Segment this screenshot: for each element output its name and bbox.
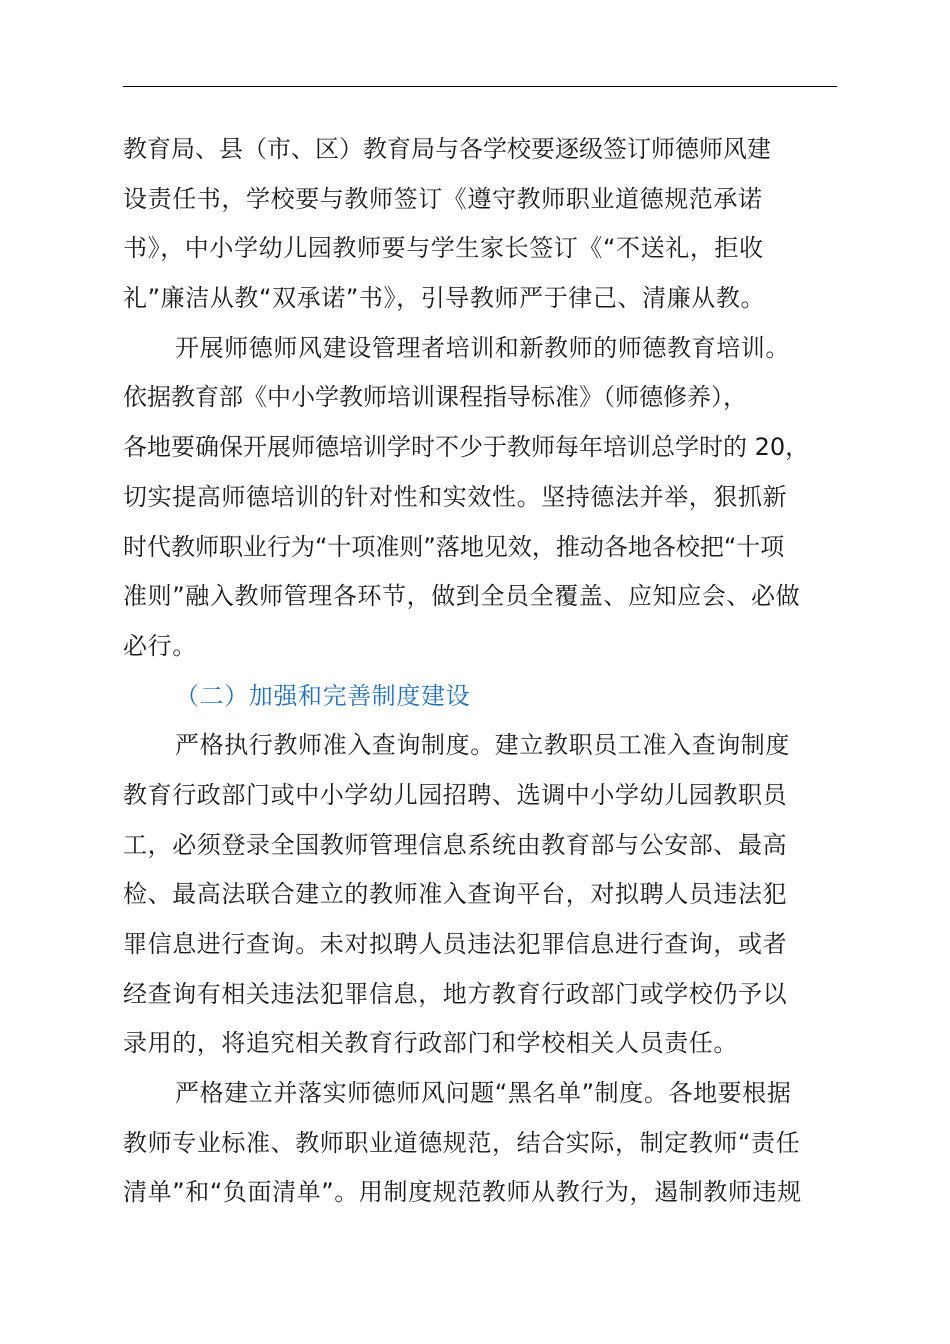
paragraph-line: 录用的，将追究相关教育行政部门和学校相关人员责任。 xyxy=(123,1029,738,1058)
paragraph-line: 切实提高师德培训的针对性和实效性。坚持德法并举，狠抓新 xyxy=(123,482,788,511)
paragraph-line: 开展师德师风建设管理者培训和新教师的师德教育培训。 xyxy=(175,333,790,362)
paragraph-line: 时代教师职业行为“十项准则”落地见效，推动各地各校把“十项 xyxy=(123,532,785,561)
paragraph-line: 书》，中小学幼儿园教师要与学生家长签订《“不送礼，拒收 xyxy=(123,234,764,263)
paragraph-line: 必行。 xyxy=(123,631,197,660)
paragraph-line: 罪信息进行查询。未对拟聘人员违法犯罪信息进行查询，或者 xyxy=(123,930,788,958)
paragraph-line: 礼”廉洁从教“双承诺”书》，引导教师严于律己、清廉从教。 xyxy=(123,284,766,313)
paragraph-line: 工，必须登录全国教师管理信息系统由教育部与公安部、最高 xyxy=(123,830,788,859)
paragraph-line: 设责任书，学校要与教师签订《遵守教师职业道德规范承诺 xyxy=(123,184,763,213)
paragraph-line: 教师专业标准、教师职业道德规范，结合实际，制定教师“责任 xyxy=(123,1128,801,1157)
paragraph-line: 经查询有相关违法犯罪信息，地方教育行政部门或学校仍予以 xyxy=(123,979,788,1008)
document-body xyxy=(123,125,843,1218)
section-heading: （二）加强和完善制度建设 xyxy=(175,681,471,710)
paragraph-line: 各地要确保开展师德培训学时不少于教师每年培训总学时的 20， xyxy=(123,433,810,462)
paragraph-line: 依据教育部《中小学教师培训课程指导标准》（师德修养）， xyxy=(123,383,747,412)
paragraph-line: 检、最高法联合建立的教师准入查询平台，对拟聘人员违法犯 xyxy=(123,880,788,909)
paragraph-line: 严格建立并落实师德师风问题“黑名单”制度。各地要根据 xyxy=(175,1079,792,1108)
paragraph-line: 教育行政部门或中小学幼儿园招聘、选调中小学幼儿园教职员 xyxy=(123,780,788,809)
paragraph-line: 准则”融入教师管理各环节，做到全员全覆盖、应知应会、必做 xyxy=(123,582,801,611)
paragraph-line: 严格执行教师准入查询制度。建立教职员工准入查询制度 xyxy=(175,731,790,760)
header-rule xyxy=(123,86,837,87)
paragraph-line: 教育局、县（市、区）教育局与各学校要逐级签订师德师风建 xyxy=(123,135,771,163)
paragraph-line: 清单”和“负面清单”。用制度规范教师从教行为，遏制教师违规 xyxy=(123,1178,802,1207)
